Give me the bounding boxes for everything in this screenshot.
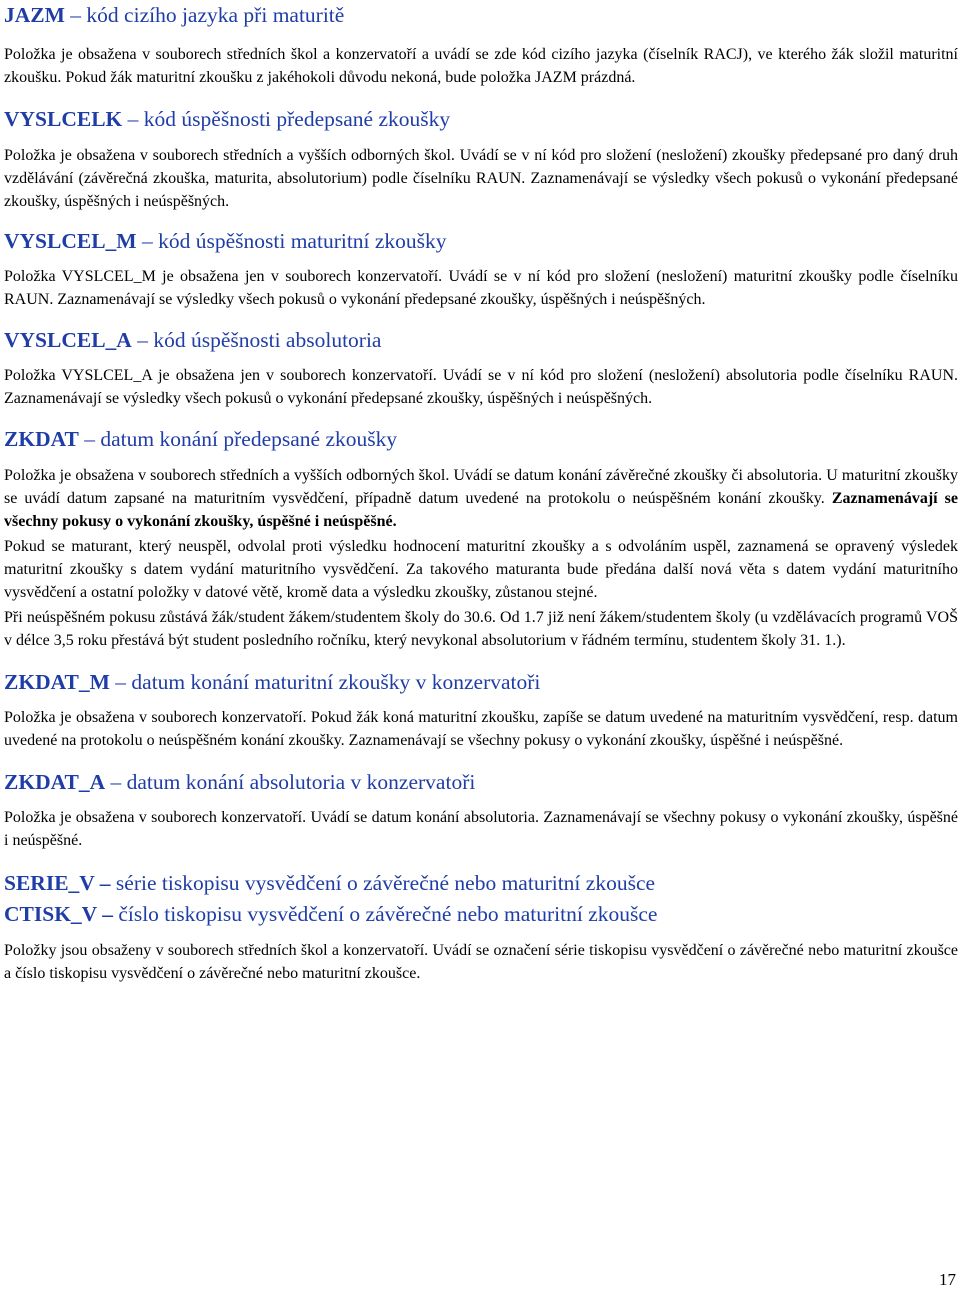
heading-title: kód úspěšnosti předepsané zkoušky (143, 107, 451, 131)
section-zkdat-a (4, 769, 958, 852)
section-heading-serie-v (4, 870, 958, 896)
page-content (4, 0, 958, 985)
heading-separator: – (78, 427, 101, 451)
section-heading-jazm (4, 2, 958, 28)
section-jazm (4, 0, 958, 89)
paragraph: Pokud se maturant, který neuspěl, odvolal proti výsledku hodnocení maturitní zkoušky a s odvoláním uspěl, zaznamená se opravený výsledek maturitní zkoušky s datem vydání maturitního vysvědčení. Za takového maturanta bude předána další nová věta s datem vydání maturitního vysvědčení a ostatní položky v datové větě, kromě data a výsledku zkoušky, zůstanou stejné. (4, 538, 958, 601)
section-vyslcelk (4, 106, 958, 213)
paragraph: Položka VYSLCEL_A je obsažena jen v souborech konzervatoří. Uvádí se v ní kód pro složení (nesložení) absolutoria podle číselníku RAUN. Zaznamenávají se výsledky všech pokusů o vykonání předepsané zkoušky, úspěšných i neúspěšných. (4, 367, 958, 407)
section-heading-vyslcel-m (4, 228, 958, 254)
section-heading-zkdat-a (4, 769, 958, 795)
heading-separator: – (96, 902, 119, 926)
heading-separator: – (94, 871, 116, 895)
page-number: 17 (939, 1270, 956, 1289)
heading-title: série tiskopisu vysvědčení o závěrečné nebo maturitní zkoušce (115, 871, 656, 895)
paragraph: Při neúspěšném pokusu zůstává žák/student žákem/studentem školy do 30.6. Od 1.7 již není žákem/studentem školy (u vzdělávacích programů VOŠ v délce 3,5 roku přestává být student posledního ročníku, který nevykonal absolutorium v řádném termínu, studentem školy 31. 1.). (4, 609, 958, 649)
heading-separator: – (109, 670, 132, 694)
paragraph: Položka VYSLCEL_M je obsažena jen v souborech konzervatoří. Uvádí se v ní kód pro složení (nesložení) maturitní zkoušky podle číselníku RAUN. Zaznamenávají se výsledky všech pokusů o vykonání předepsané zkoušky, úspěšných i neúspěšných. (4, 268, 958, 308)
heading-title: datum konání maturitní zkoušky v konzervatoři (131, 670, 541, 694)
section-zkdat-m (4, 669, 958, 752)
heading-title: datum konání předepsané zkoušky (100, 427, 398, 451)
paragraph: Položka je obsažena v souborech konzervatoří. Pokud žák koná maturitní zkoušku, zapíše se datum uvedené na maturitním vysvědčení, resp. datum uvedené na protokolu o neúspěšném konání zkoušky. Zaznamenávají se všechny pokusy o vykonání zkoušky, úspěšné i neúspěšné. (4, 709, 958, 749)
heading-code: VYSLCEL_A (4, 328, 132, 352)
paragraph: Položka je obsažena v souborech středních a vyšších odborných škol. Uvádí se v ní kód pro složení (nesložení) zkoušky předepsané pro daný druh vzdělávání (závěrečná zkouška, maturita, absolutorium) podle číselníku RAUN. Zaznamenávají se výsledky všech pokusů o vykonání předepsané zkoušky, úspěšných i neúspěšných. (4, 147, 958, 210)
paragraph (4, 464, 958, 533)
heading-title: kód úspěšnosti absolutoria (153, 328, 382, 352)
section-heading-zkdat (4, 426, 958, 452)
heading-code: ZKDAT_A (4, 770, 106, 794)
heading-code: ZKDAT (4, 427, 79, 451)
heading-title: kód cizího jazyka při maturitě (86, 3, 345, 27)
heading-code: SERIE_V (4, 871, 95, 895)
heading-code: ZKDAT_M (4, 670, 110, 694)
paragraph-bold-note: Zaznamenávají se všechny pokusy o vykonání zkoušky, úspěšné i neúspěšné. (4, 490, 959, 530)
section-heading-ctisk-v (4, 901, 958, 927)
heading-title: datum konání absolutoria v konzervatoři (126, 770, 476, 794)
heading-code: CTISK_V (4, 902, 97, 926)
heading-separator: – (64, 3, 87, 27)
heading-code: VYSLCELK (4, 107, 123, 131)
heading-title: číslo tiskopisu vysvědčení o závěrečné nebo maturitní zkoušce (118, 902, 658, 926)
heading-separator: – (136, 229, 159, 253)
heading-title: kód úspěšnosti maturitní zkoušky (158, 229, 447, 253)
section-heading-vyslcel-a (4, 327, 958, 353)
section-zkdat (4, 426, 958, 652)
heading-code: VYSLCEL_M (4, 229, 137, 253)
section-heading-zkdat-m (4, 669, 958, 695)
paragraph-text: Položka je obsažena v souborech středních a vyšších odborných škol. Uvádí se datum konání závěrečné zkoušky či absolutoria. U maturitní zkoušky se uvádí datum zapsané na maturitním vysvědčení, případně datum uvedené na protokolu o neúspěšném konání zkoušky. (4, 467, 958, 507)
section-vyslcel-a (4, 327, 958, 410)
section-vyslcel-m (4, 228, 958, 311)
heading-separator: – (105, 770, 127, 794)
section-serie-ctisk (4, 870, 958, 985)
section-heading-vyslcelk (4, 106, 958, 132)
heading-code: JAZM (4, 3, 65, 27)
paragraph: Položka je obsažena v souborech konzervatoří. Uvádí se datum konání absolutoria. Zaznamenávají se všechny pokusy o vykonání zkoušky, úspěšné i neúspěšné. (4, 809, 958, 849)
paragraph: Položky jsou obsaženy v souborech středních škol a konzervatoří. Uvádí se označení série tiskopisu vysvědčení o závěrečné nebo maturitní zkoušce a číslo tiskopisu vysvědčení o závěrečné nebo maturitní zkoušce. (4, 942, 958, 982)
paragraph: Položka je obsažena v souborech středních škol a konzervatoří a uvádí se zde kód cizího jazyka (číselník RACJ), ve kterého žák složil maturitní zkoušku. Pokud žák maturitní zkoušku z jakéhokoli důvodu nekoná, bude položka JAZM prázdná. (4, 46, 958, 86)
heading-separator: – (131, 328, 154, 352)
heading-separator: – (122, 107, 144, 131)
